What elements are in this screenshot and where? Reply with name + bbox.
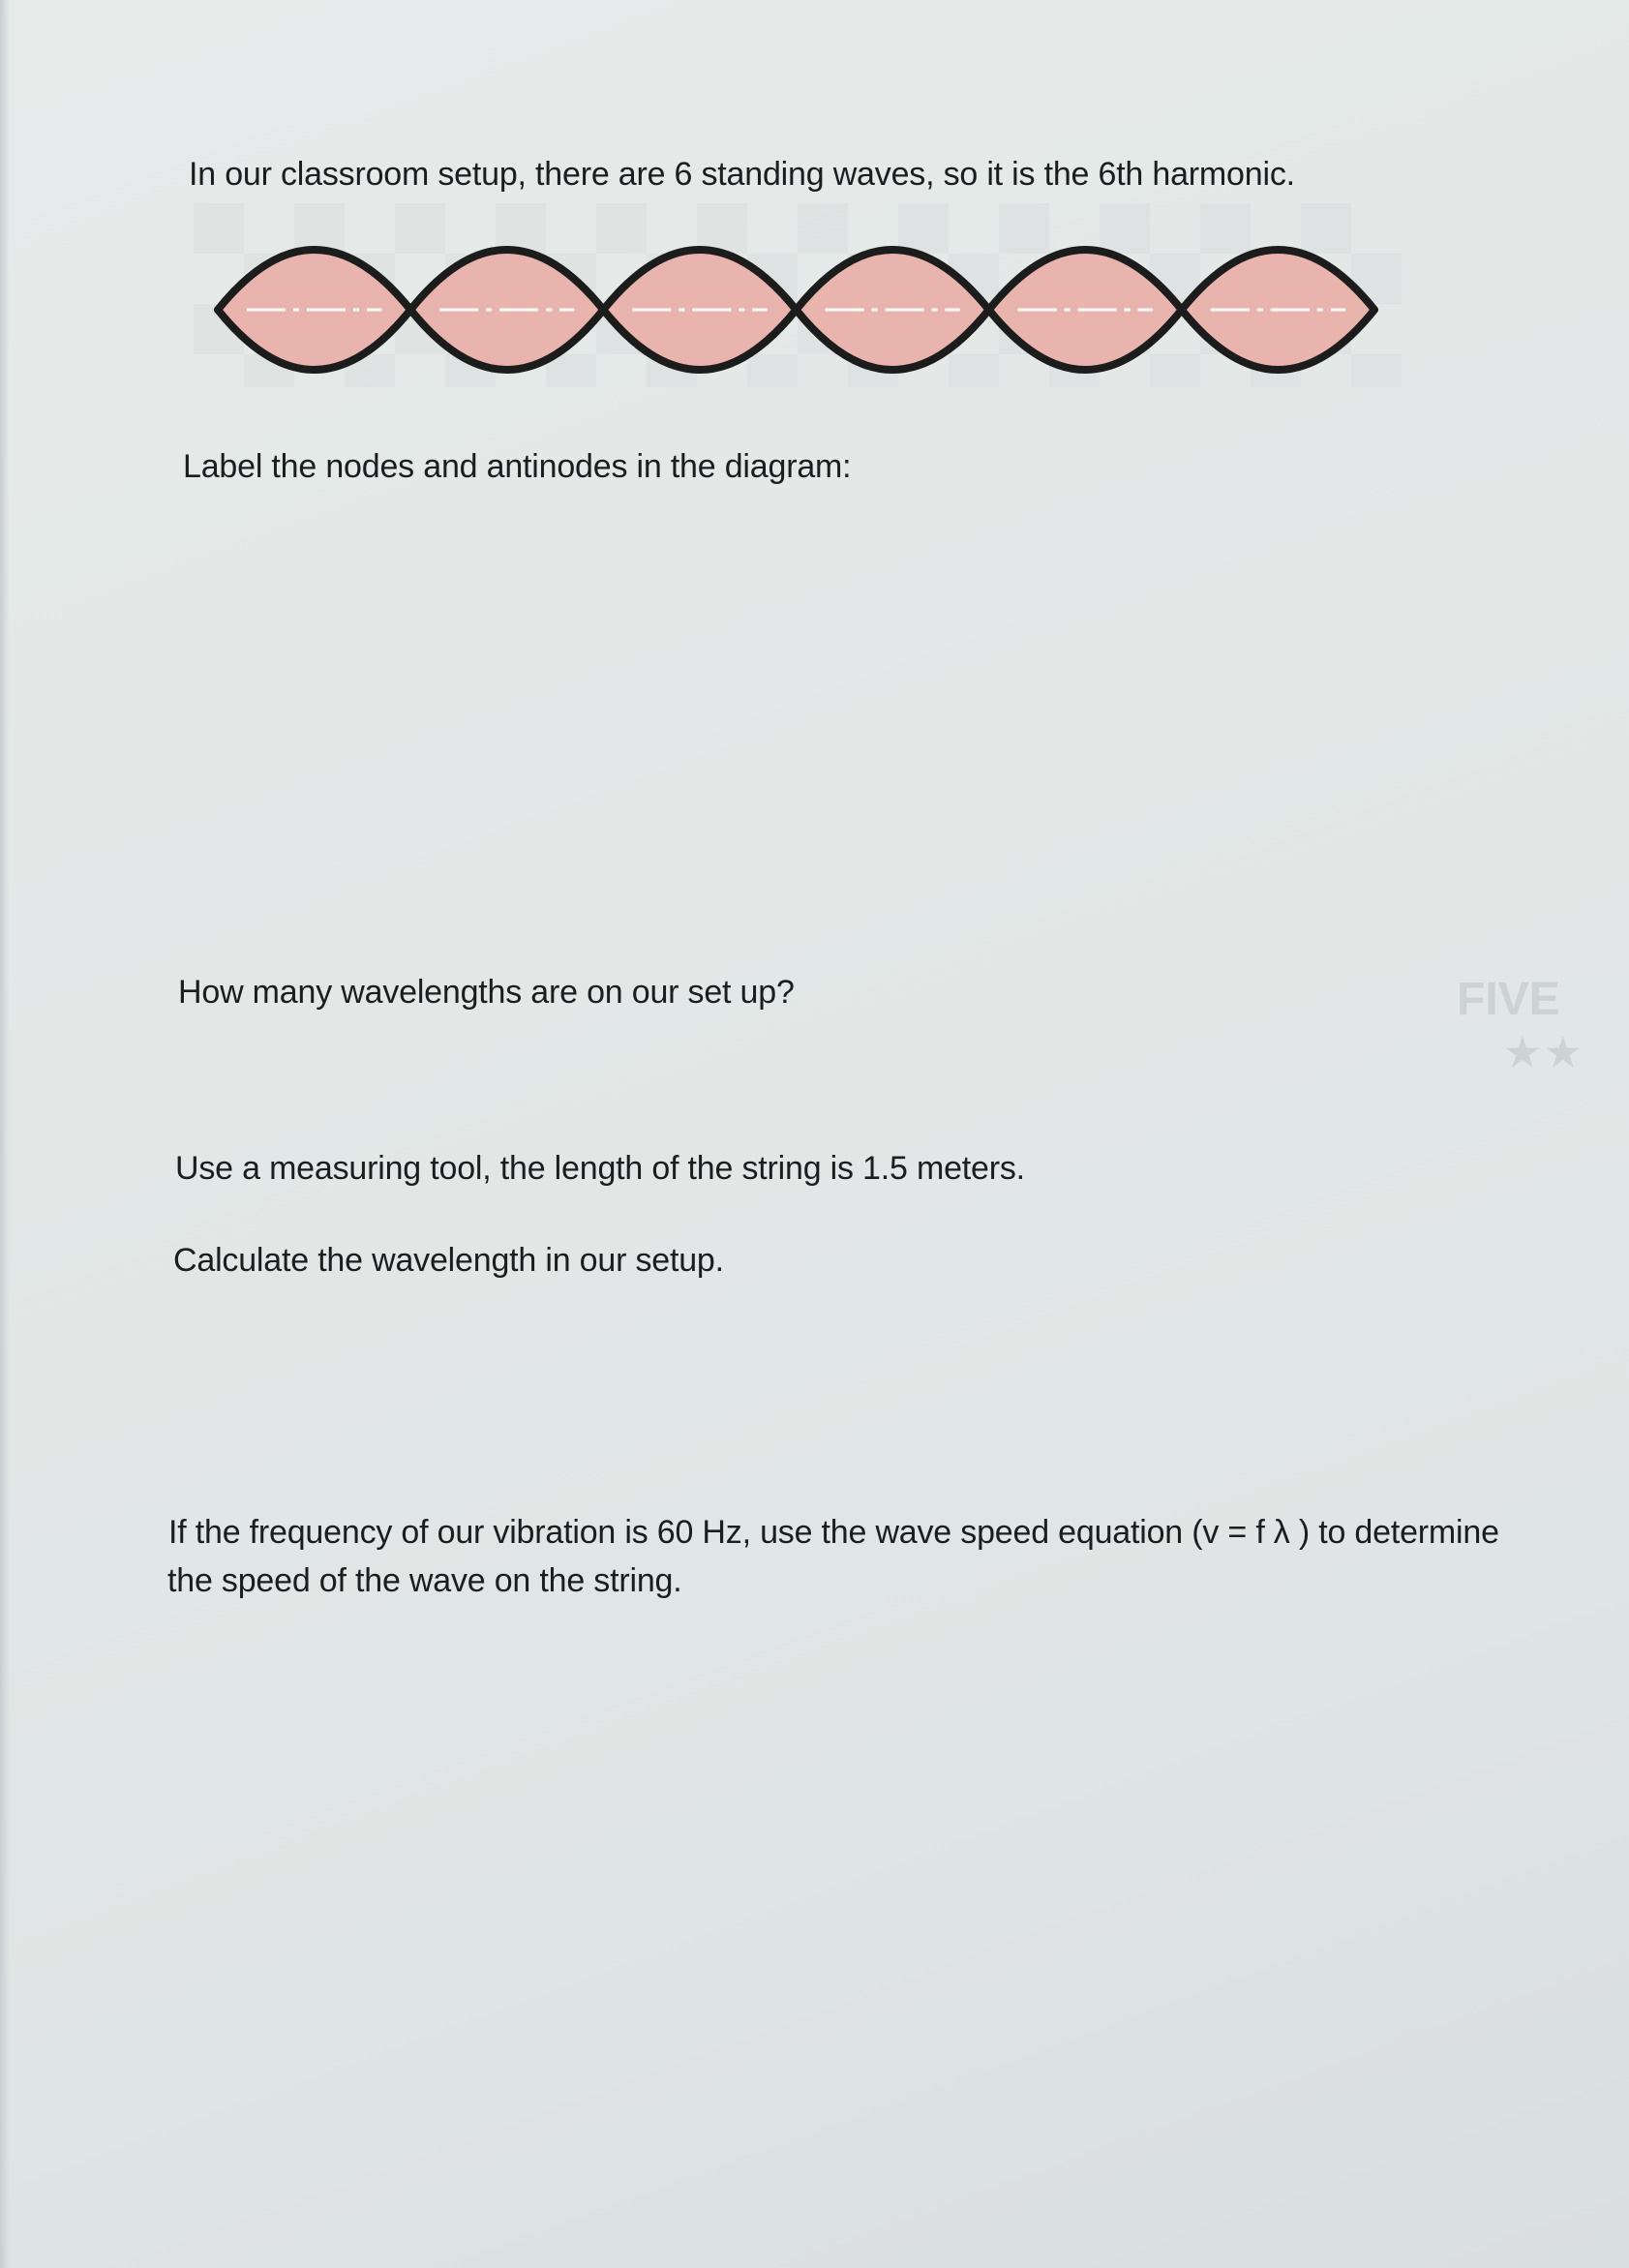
checker-cell — [194, 203, 244, 254]
checker-cell — [1351, 354, 1402, 387]
frequency-question-line1: If the frequency of our vibration is 60 Hz, use the wave speed equation (v = f λ ) to determine — [168, 1514, 1499, 1551]
checker-cell — [1150, 354, 1200, 387]
frequency-question-line2: the speed of the wave on the string. — [167, 1562, 682, 1599]
page-edge-shadow — [0, 0, 10, 2268]
checker-cell — [949, 354, 999, 387]
measurement-text: Use a measuring tool, the length of the string is 1.5 meters. — [175, 1150, 1025, 1187]
checker-cell — [898, 203, 949, 254]
intro-text: In our classroom setup, there are 6 standing waves, so it is the 6th harmonic. — [189, 156, 1295, 193]
standing-wave-diagram — [189, 194, 1413, 387]
checker-cell — [1100, 203, 1150, 254]
checker-cell — [999, 203, 1049, 254]
checker-cell — [798, 203, 848, 254]
checker-cell — [596, 203, 647, 254]
calculate-prompt-text: Calculate the wavelength in our setup. — [173, 1242, 724, 1279]
wavelengths-question-text: How many wavelengths are on our set up? — [178, 974, 795, 1011]
checker-cell — [747, 354, 798, 387]
standing-wave-svg — [189, 194, 1413, 387]
background-stars-mark: ★★ — [1505, 1032, 1586, 1074]
checker-cell — [1301, 203, 1351, 254]
checker-cell — [1200, 203, 1251, 254]
label-prompt-text: Label the nodes and antinodes in the diagram: — [183, 448, 852, 485]
checker-cell — [395, 203, 445, 254]
background-five-mark: FIVE — [1457, 974, 1560, 1025]
